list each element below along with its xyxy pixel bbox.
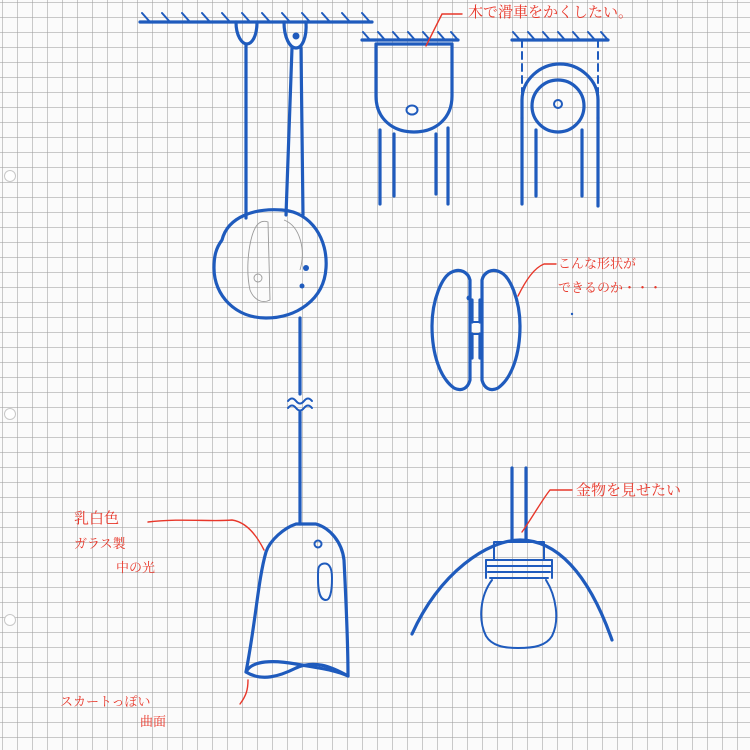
binder-hole: [4, 170, 16, 182]
suspension-cord: [288, 318, 312, 524]
note-glass-3: 中の光: [116, 561, 156, 576]
annotation-leaders: [148, 14, 572, 704]
note-wood-pulley: 木で滑車をかくしたい。: [468, 3, 634, 21]
pulley-ball: [214, 210, 326, 318]
binder-hole: [4, 614, 16, 626]
ceiling-line: [140, 13, 372, 22]
pendant-lamp-sketch: [140, 13, 372, 677]
note-skirt-1: スカートっぽい: [60, 695, 151, 710]
wooden-pulley-front-view: [512, 32, 608, 206]
note-glass-1: 乳白色: [74, 509, 120, 527]
note-show-metal: 金物を見せたい: [576, 481, 682, 499]
note-glass-2: ガラス製: [74, 537, 126, 552]
note-shape-question-2: できるのか・・・: [558, 281, 663, 296]
wooden-pulley-side-view: [362, 32, 458, 204]
pulley-cords: [246, 44, 303, 218]
double-wave-icon: [288, 399, 312, 411]
note-skirt-2: 曲面: [140, 715, 167, 730]
glass-shade: [246, 524, 348, 677]
split-shape-study: [432, 270, 573, 389]
binder-hole: [4, 408, 16, 420]
note-shape-question-1: こんな形状が: [558, 257, 637, 272]
